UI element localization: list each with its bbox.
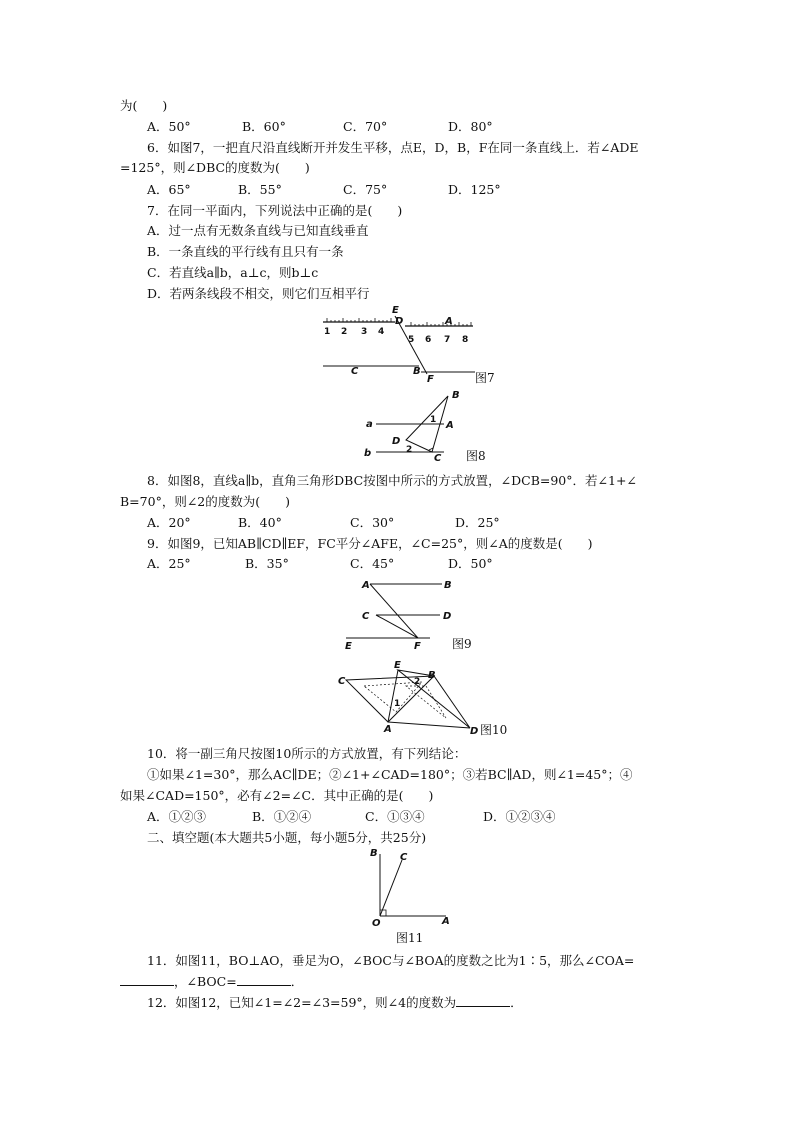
fig10-label-A: A — [384, 724, 392, 735]
fig9-label-A: A — [362, 580, 370, 591]
q5-option-b: B．60° — [242, 119, 286, 134]
fig11-label-C: C — [400, 852, 408, 863]
q5-option-d: D．80° — [448, 119, 493, 134]
q8-option-d: D．25° — [455, 515, 500, 530]
q12-stem-text: 12．如图12，已知∠1=∠2=∠3=59°，则∠4的度数为 — [147, 995, 457, 1010]
fig9-label-C: C — [362, 611, 370, 622]
q11-stem-mid: ，∠BOC= — [174, 974, 237, 989]
fig9-label-E: E — [345, 641, 352, 652]
fig7-tick-8: 8 — [462, 335, 469, 345]
q9-option-d: D．50° — [448, 556, 493, 571]
fig9-label-D: D — [443, 611, 452, 622]
q8-option-a: A．20° — [147, 515, 191, 530]
fig8-label-2: 2 — [406, 445, 413, 455]
figure-10 — [330, 656, 520, 740]
q6-option-c: C．75° — [343, 182, 388, 197]
figure-8 — [362, 388, 492, 464]
q7-option-c: C．若直线a∥b，a⊥c，则b⊥c — [147, 265, 319, 280]
fig11-label-A: A — [442, 916, 450, 927]
q10-option-a: A．①②③ — [147, 809, 207, 824]
q10-stem-line3: 如果∠CAD=150°，必有∠2=∠C．其中正确的是( ) — [120, 788, 434, 803]
fig9-label-F: F — [414, 641, 421, 652]
fig7-tick-5: 5 — [408, 335, 415, 345]
q9-stem: 9．如图9，已知AB∥CD∥EF，FC平分∠AFE，∠C=25°，则∠A的度数是( ) — [147, 536, 593, 551]
fig7-label-B: B — [413, 366, 421, 377]
q9-option-b: B．35° — [245, 556, 289, 571]
q11-stem-line2 — [120, 974, 303, 990]
fig7-tick-4: 4 — [378, 327, 385, 337]
q6-option-a: A．65° — [147, 182, 191, 197]
fig7-tick-2: 2 — [341, 327, 348, 337]
fig10-label-C: C — [338, 676, 346, 687]
q6-option-d: D．125° — [448, 182, 501, 197]
q5-option-c: C．70° — [343, 119, 388, 134]
q9-option-a: A．25° — [147, 556, 191, 571]
q12-answer-blank[interactable] — [456, 995, 510, 1007]
q7-option-a: A．过一点有无数条直线与已知直线垂直 — [147, 223, 369, 238]
q12-stem-end: ． — [510, 995, 523, 1010]
fig9-label-B: B — [444, 580, 452, 591]
fig8-caption: 图8 — [466, 449, 486, 463]
q6-stem-line1: 6．如图7，一把直尺沿直线断开并发生平移，点E，D，B，F在同一条直线上．若∠ADE — [147, 140, 639, 155]
fig10-label-1: 1 — [394, 699, 401, 709]
q10-option-b: B．①②④ — [252, 809, 312, 824]
fig10-label-B: B — [428, 670, 436, 681]
q10-stem-line1: 10．将一副三角尺按图10所示的方式放置，有下列结论： — [147, 746, 467, 761]
fig7-caption: 图7 — [475, 371, 495, 385]
q7-stem: 7．在同一平面内，下列说法中正确的是( ) — [147, 203, 403, 218]
q10-stem-line2: ①如果∠1=30°，那么AC∥DE；②∠1+∠CAD=180°；③若BC∥AD，则∠1=45°；④ — [147, 767, 633, 782]
q8-option-c: C．30° — [350, 515, 395, 530]
fig10-label-E: E — [394, 660, 401, 671]
fig10-label-2: 2 — [414, 677, 421, 687]
fig8-label-b: b — [364, 448, 372, 459]
fig11-label-O: O — [372, 918, 381, 929]
q8-stem-line1: 8．如图8，直线a∥b，直角三角形DBC按图中所示的方式放置，∠DCB=90°．若∠1+∠ — [147, 473, 637, 488]
q5-option-a: A．50° — [147, 119, 191, 134]
q11-answer-blank-boc[interactable] — [237, 974, 291, 986]
q7-option-d: D．若两条线段不相交，则它们互相平行 — [147, 286, 370, 301]
fig7-label-E: E — [392, 305, 399, 316]
fig7-tick-6: 6 — [425, 335, 432, 345]
fig11-label-B: B — [370, 848, 378, 859]
q10-option-c: C．①③④ — [365, 809, 425, 824]
fig7-tick-1: 1 — [324, 327, 331, 337]
figure-7 — [315, 302, 515, 388]
fig10-label-D: D — [470, 726, 479, 737]
figure-9 — [340, 576, 490, 652]
fig7-label-C: C — [351, 366, 359, 377]
fig7-tick-3: 3 — [361, 327, 368, 337]
fig8-label-C: C — [434, 453, 442, 464]
section-heading-fill-in: 二、填空题(本大题共5小题，每小题5分，共25分) — [147, 830, 427, 845]
q6-option-b: B．55° — [238, 182, 282, 197]
fig7-label-D: D — [395, 316, 404, 327]
fig7-label-A: A — [445, 316, 453, 327]
q11-stem-line1: 11．如图11，BO⊥AO，垂足为O，∠BOC与∠BOA的度数之比为1∶5，那么∠COA= — [147, 953, 635, 968]
fig8-label-1: 1 — [430, 415, 437, 425]
q11-stem-end: ． — [290, 974, 304, 989]
fig10-caption: 图10 — [480, 723, 508, 737]
q8-stem-line2: B=70°，则∠2的度数为( ) — [120, 494, 290, 509]
figure-11 — [360, 846, 470, 946]
q5-tail: 为( ) — [120, 98, 168, 113]
q7-option-b: B．一条直线的平行线有且只有一条 — [147, 244, 344, 259]
q10-option-d: D．①②③④ — [483, 809, 556, 824]
fig9-caption: 图9 — [452, 637, 472, 651]
q8-option-b: B．40° — [238, 515, 282, 530]
fig8-label-a: a — [366, 419, 373, 430]
q11-answer-blank-coa[interactable] — [120, 974, 174, 986]
fig8-label-B: B — [452, 390, 460, 401]
q6-stem-line2: =125°，则∠DBC的度数为( ) — [120, 160, 310, 175]
fig11-caption: 图11 — [396, 931, 424, 945]
fig7-label-F: F — [427, 374, 434, 385]
q9-option-c: C．45° — [350, 556, 395, 571]
q12-stem — [147, 995, 523, 1011]
fig8-label-D: D — [392, 436, 401, 447]
fig8-label-A: A — [446, 420, 454, 431]
fig7-tick-7: 7 — [444, 335, 451, 345]
